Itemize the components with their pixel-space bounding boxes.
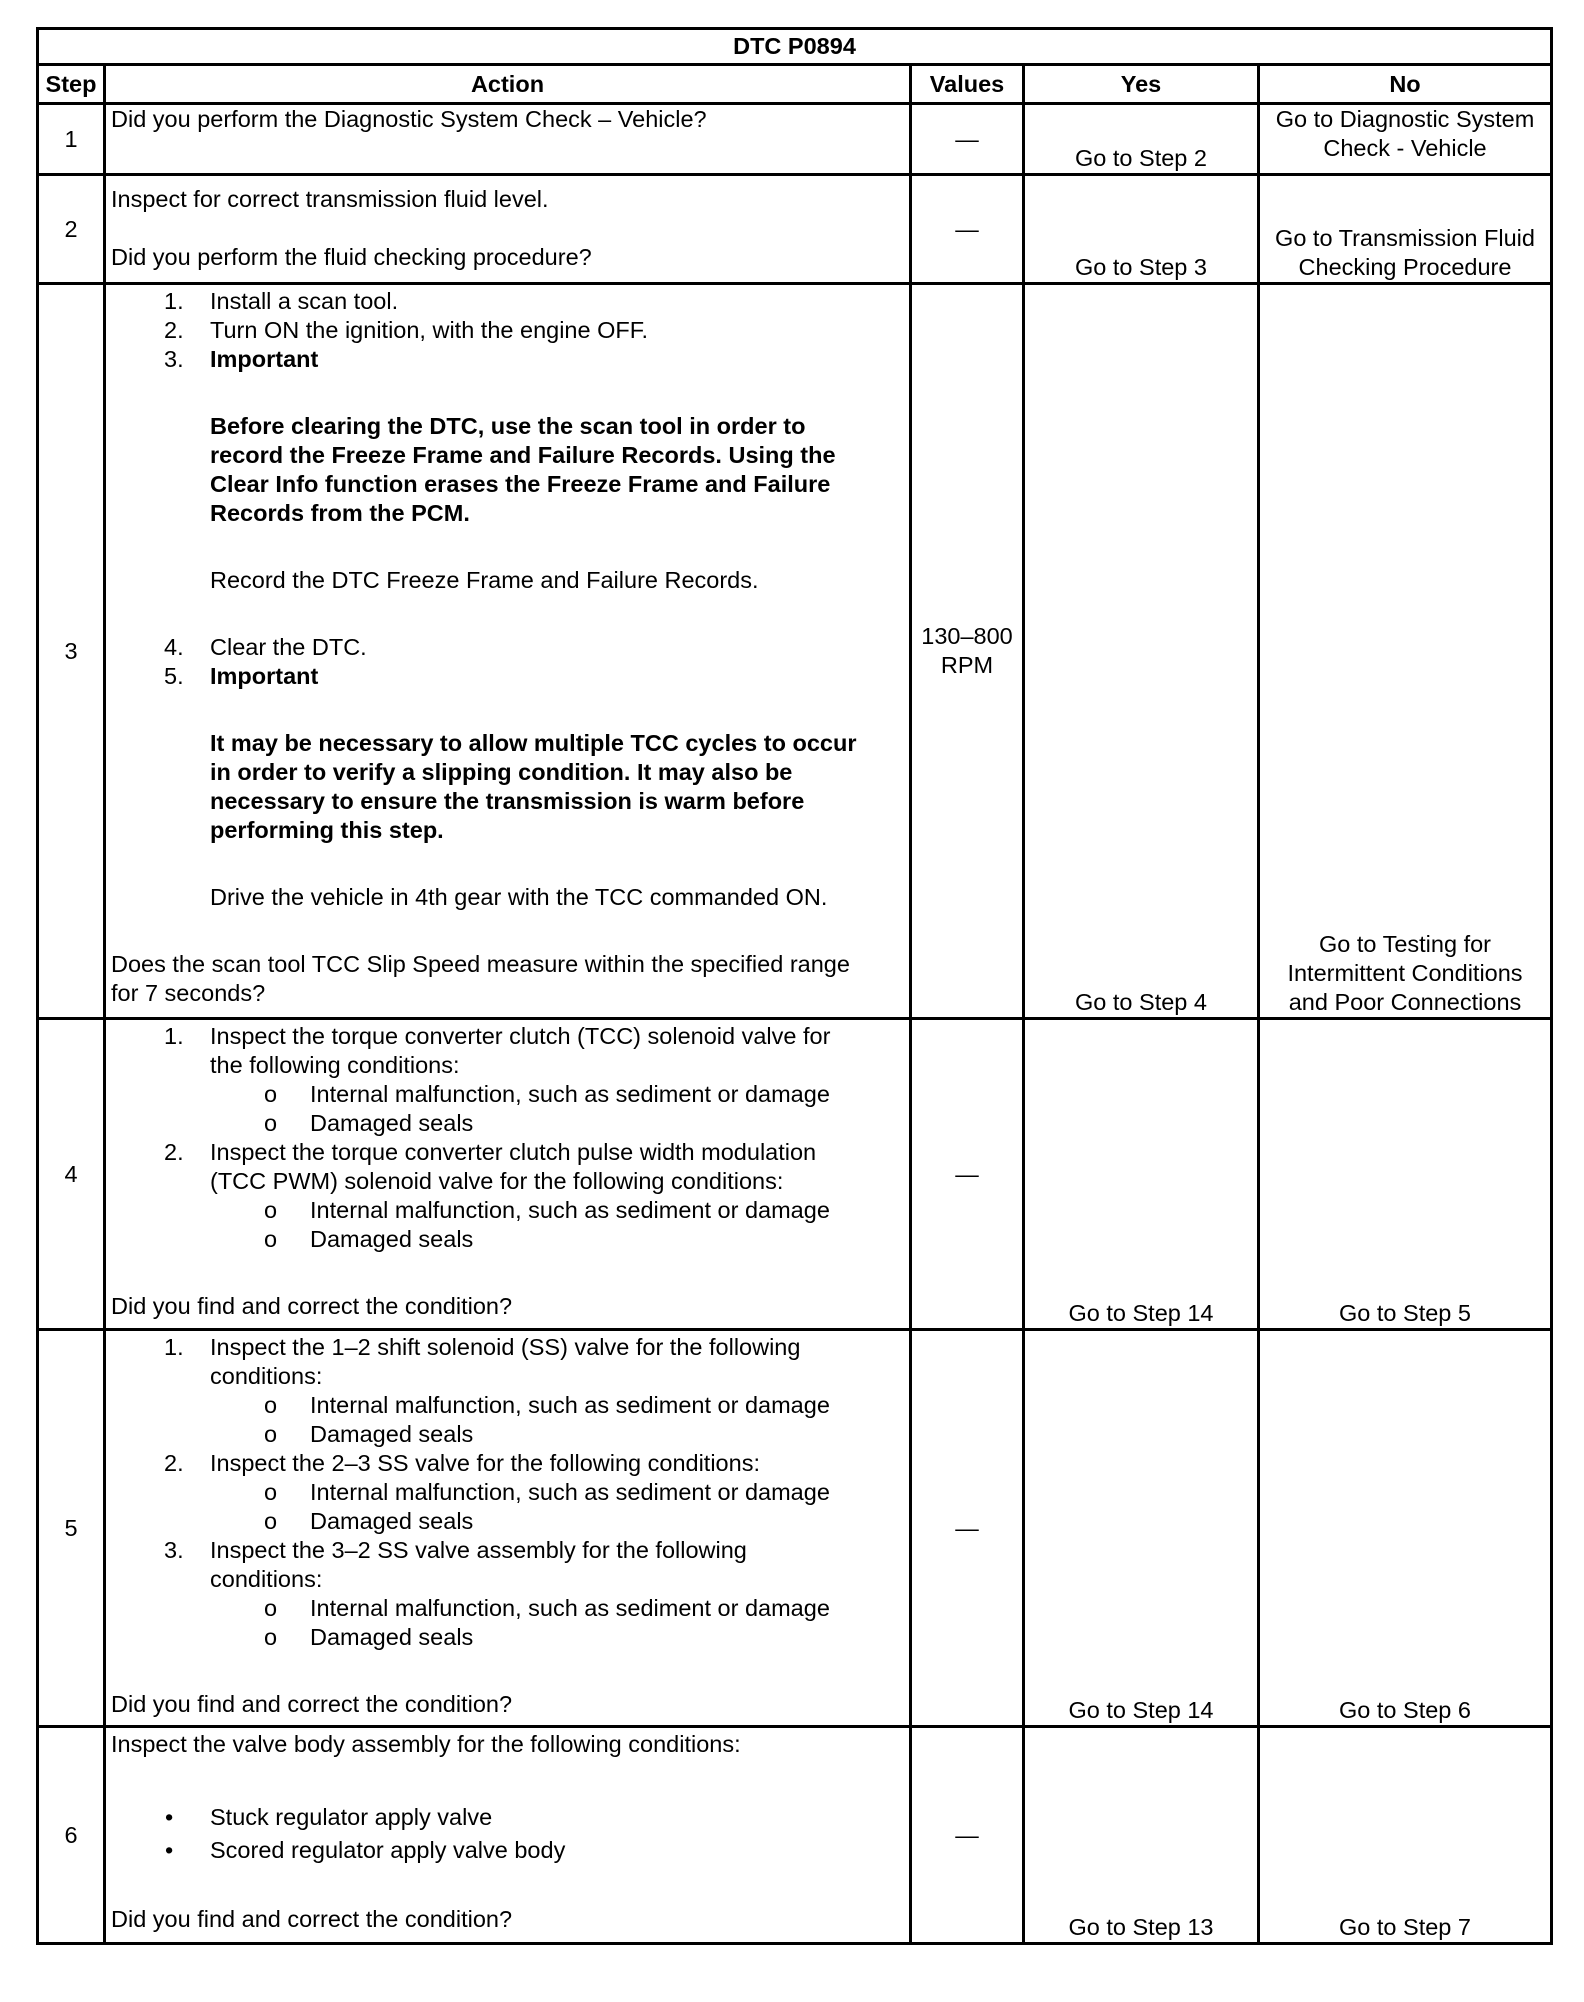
sub-item: [111, 1507, 904, 1536]
note-line: It may be necessary to allow multiple TCC cycles to occur: [210, 730, 857, 756]
circle-bullet-icon: o: [264, 1479, 278, 1505]
header-no: No: [1259, 65, 1552, 104]
spacer: [111, 1254, 904, 1292]
list-item: [111, 633, 904, 662]
circle-bullet-icon: o: [264, 1421, 278, 1447]
sub-item: [111, 1225, 904, 1254]
action-question: for 7 seconds?: [111, 980, 266, 1006]
no-line: and Poor Connections: [1288, 989, 1522, 1015]
list-number: 1.: [164, 1023, 184, 1049]
action-question: Did you perform the fluid checking procedure?: [111, 244, 592, 270]
step-number: 5: [38, 1330, 105, 1727]
spacer: [111, 1652, 904, 1690]
sub-item: [111, 1109, 904, 1138]
yes-cell: Go to Step 2: [1024, 104, 1259, 175]
list-text: Inspect the torque converter clutch pulse width modulation: [210, 1139, 817, 1165]
spacer: [111, 691, 904, 729]
step-number: 3: [38, 284, 105, 1019]
step-number: 4: [38, 1019, 105, 1330]
list-number: 3.: [164, 346, 184, 372]
header-yes: Yes: [1024, 65, 1259, 104]
note-line: Clear Info function erases the Freeze Frame and Failure: [210, 471, 831, 497]
sub-text: Damaged seals: [310, 1226, 474, 1252]
values-cell: —: [911, 1019, 1024, 1330]
table-row-step-4: [38, 1019, 1552, 1330]
values-line: RPM: [940, 652, 994, 678]
list-item: [111, 287, 904, 316]
no-line: Check - Vehicle: [1323, 135, 1487, 161]
circle-bullet-icon: o: [264, 1392, 278, 1418]
sub-text: Internal malfunction, such as sediment or damage: [310, 1197, 830, 1223]
circle-bullet-icon: o: [264, 1226, 278, 1252]
values-cell: —: [911, 104, 1024, 175]
action-cell: [105, 1019, 911, 1330]
list-text: the following conditions:: [210, 1052, 460, 1078]
bullet-item: [111, 1803, 904, 1832]
spacer: [111, 528, 904, 566]
values-line: 130–800: [921, 623, 1013, 649]
note-line: record the Freeze Frame and Failure Records. Using the: [210, 442, 836, 468]
important-note: [111, 412, 904, 528]
action-cell: [105, 284, 911, 1019]
yes-cell: Go to Step 13: [1024, 1727, 1259, 1944]
note-line: Before clearing the DTC, use the scan tool in order to: [210, 413, 806, 439]
action-question: Did you find and correct the condition?: [111, 1293, 513, 1319]
list-item: [111, 345, 904, 374]
spacer: [111, 214, 904, 243]
list-number: 1.: [164, 1334, 184, 1360]
bullet-text: Scored regulator apply valve body: [210, 1837, 566, 1863]
list-text: Inspect the 3–2 SS valve assembly for the following: [210, 1537, 747, 1563]
bullet-item: [111, 1836, 904, 1865]
sub-text: Internal malfunction, such as sediment or damage: [310, 1479, 830, 1505]
step-number: 6: [38, 1727, 105, 1944]
no-cell: [1259, 284, 1552, 1019]
list-text: conditions:: [210, 1363, 323, 1389]
bullet-icon: •: [165, 1837, 174, 1863]
no-cell: [1259, 104, 1552, 175]
action-text: Record the DTC Freeze Frame and Failure Records.: [210, 567, 759, 593]
values-cell: —: [911, 1330, 1024, 1727]
no-line: Checking Procedure: [1298, 254, 1512, 280]
values-cell: —: [911, 175, 1024, 284]
list-item: [111, 1022, 904, 1080]
spacer: [111, 912, 904, 950]
list-text: Turn ON the ignition, with the engine OFF.: [210, 317, 649, 343]
note-line: Records from the PCM.: [210, 500, 470, 526]
sub-text: Damaged seals: [310, 1508, 474, 1534]
list-text: Inspect the 1–2 shift solenoid (SS) valve for the following: [210, 1334, 801, 1360]
no-line: Intermittent Conditions: [1287, 960, 1523, 986]
sub-item: [111, 1594, 904, 1623]
sub-text: Internal malfunction, such as sediment or damage: [310, 1392, 830, 1418]
table-row-step-2: [38, 175, 1552, 284]
bullet-icon: •: [165, 1804, 174, 1830]
action-text: Inspect for correct transmission fluid level.: [111, 186, 549, 212]
action-cell: [105, 104, 911, 175]
important-heading: Important: [210, 346, 319, 372]
table-row-step-3: [38, 284, 1552, 1019]
no-cell: Go to Step 6: [1259, 1330, 1552, 1727]
no-cell: [1259, 175, 1552, 284]
spacer: [111, 374, 904, 403]
no-line: Go to Diagnostic System: [1275, 106, 1535, 132]
note-line: in order to verify a slipping condition. It may also be: [210, 759, 793, 785]
list-number: 5.: [164, 663, 184, 689]
spacer: [111, 845, 904, 883]
no-cell: Go to Step 7: [1259, 1727, 1552, 1944]
action-text: Inspect the valve body assembly for the following conditions:: [111, 1731, 741, 1757]
yes-cell: Go to Step 14: [1024, 1019, 1259, 1330]
list-text: Install a scan tool.: [210, 288, 399, 314]
list-text: Inspect the 2–3 SS valve for the following conditions:: [210, 1450, 760, 1476]
sub-text: Damaged seals: [310, 1421, 474, 1447]
table-title: DTC P0894: [38, 29, 1552, 65]
list-item: [111, 662, 904, 691]
table-row-step-5: [38, 1330, 1552, 1727]
sub-text: Damaged seals: [310, 1624, 474, 1650]
table-row-step-6: [38, 1727, 1552, 1944]
list-text: (TCC PWM) solenoid valve for the following conditions:: [210, 1168, 784, 1194]
list-number: 1.: [164, 288, 184, 314]
action-question: Did you perform the Diagnostic System Check – Vehicle?: [111, 106, 707, 132]
list-number: 2.: [164, 317, 184, 343]
header-action: Action: [105, 65, 911, 104]
sub-text: Internal malfunction, such as sediment or damage: [310, 1081, 830, 1107]
sub-item: [111, 1420, 904, 1449]
circle-bullet-icon: o: [264, 1110, 278, 1136]
sub-item: [111, 1391, 904, 1420]
sub-text: Damaged seals: [310, 1110, 474, 1136]
list-item: [111, 316, 904, 345]
action-text: Drive the vehicle in 4th gear with the TCC commanded ON.: [210, 884, 828, 910]
sub-item: [111, 1196, 904, 1225]
note-line: performing this step.: [210, 817, 444, 843]
important-heading: Important: [210, 663, 319, 689]
list-text: Clear the DTC.: [210, 634, 367, 660]
list-text: Inspect the torque converter clutch (TCC) solenoid valve for: [210, 1023, 831, 1049]
circle-bullet-icon: o: [264, 1508, 278, 1534]
important-note: [111, 729, 904, 845]
action-question: Did you find and correct the condition?: [111, 1691, 513, 1717]
spacer: [111, 1865, 904, 1905]
no-line: Go to Testing for: [1319, 931, 1491, 957]
list-number: 2.: [164, 1139, 184, 1165]
table-row-step-1: [38, 104, 1552, 175]
sub-item: [111, 1080, 904, 1109]
list-item: [111, 1536, 904, 1594]
list-number: 3.: [164, 1537, 184, 1563]
circle-bullet-icon: o: [264, 1081, 278, 1107]
values-cell: —: [911, 1727, 1024, 1944]
yes-cell: Go to Step 3: [1024, 175, 1259, 284]
sub-item: [111, 1478, 904, 1507]
list-number: 2.: [164, 1450, 184, 1476]
spacer: [111, 1759, 904, 1803]
note-line: necessary to ensure the transmission is warm before: [210, 788, 805, 814]
sub-text: Internal malfunction, such as sediment or damage: [310, 1595, 830, 1621]
list-item: [111, 1333, 904, 1391]
circle-bullet-icon: o: [264, 1595, 278, 1621]
yes-cell: Go to Step 4: [1024, 284, 1259, 1019]
action-cell: [105, 175, 911, 284]
header-values: Values: [911, 65, 1024, 104]
no-line: Go to Transmission Fluid: [1275, 225, 1535, 251]
list-number: 4.: [164, 634, 184, 660]
action-question: Does the scan tool TCC Slip Speed measure within the specified range: [111, 951, 850, 977]
bullet-text: Stuck regulator apply valve: [210, 1804, 493, 1830]
step-number: 1: [38, 104, 105, 175]
header-step: Step: [38, 65, 105, 104]
list-item: [111, 1138, 904, 1196]
list-item: [111, 1449, 904, 1478]
circle-bullet-icon: o: [264, 1197, 278, 1223]
list-text: conditions:: [210, 1566, 323, 1592]
yes-cell: Go to Step 14: [1024, 1330, 1259, 1727]
action-cell: [105, 1330, 911, 1727]
action-cell: [105, 1727, 911, 1944]
values-cell: [911, 284, 1024, 1019]
no-cell: Go to Step 5: [1259, 1019, 1552, 1330]
spacer: [111, 595, 904, 633]
circle-bullet-icon: o: [264, 1624, 278, 1650]
dtc-table: [36, 27, 1553, 1945]
action-question: Did you find and correct the condition?: [111, 1906, 513, 1932]
sub-item: [111, 1623, 904, 1652]
step-number: 2: [38, 175, 105, 284]
